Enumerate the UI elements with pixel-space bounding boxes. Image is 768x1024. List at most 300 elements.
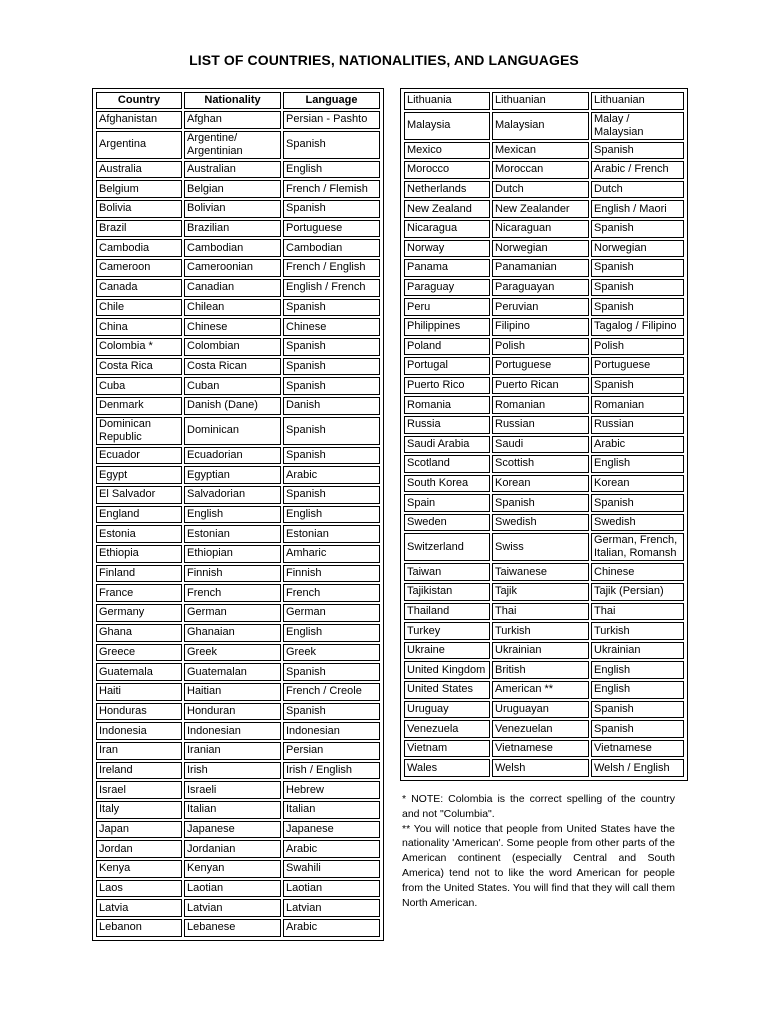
country-cell: Mexico [404, 142, 490, 160]
table-row [96, 161, 380, 179]
country-cell: Russia [404, 416, 490, 434]
table-row [404, 603, 684, 621]
country-cell: Norway [404, 240, 490, 258]
language-cell: Spanish [283, 200, 380, 218]
table-row [404, 112, 684, 140]
country-cell: Costa Rica [96, 358, 182, 376]
nationality-cell: Turkish [492, 622, 589, 640]
language-cell: Irish / English [283, 762, 380, 780]
table-row [404, 455, 684, 473]
nationality-cell: Spanish [492, 494, 589, 512]
nationality-cell: Laotian [184, 880, 281, 898]
country-cell: Greece [96, 644, 182, 662]
language-cell: Spanish [283, 377, 380, 395]
nationality-cell: Bolivian [184, 200, 281, 218]
language-cell: Laotian [283, 880, 380, 898]
nationality-cell: Jordanian [184, 840, 281, 858]
language-cell: Greek [283, 644, 380, 662]
country-cell: Dominican Republic [96, 417, 182, 445]
nationality-cell: Saudi [492, 436, 589, 454]
table-row [96, 899, 380, 917]
country-cell: China [96, 318, 182, 336]
country-cell: Ecuador [96, 447, 182, 465]
country-cell: Ireland [96, 762, 182, 780]
language-cell: Arabic [283, 466, 380, 484]
nationality-cell: Haitian [184, 683, 281, 701]
country-cell: Portugal [404, 357, 490, 375]
nationality-cell: Afghan [184, 111, 281, 129]
table-row [96, 801, 380, 819]
country-cell: United Kingdom [404, 661, 490, 679]
country-cell: Wales [404, 759, 490, 777]
language-cell: Portuguese [591, 357, 684, 375]
nationality-cell: Danish (Dane) [184, 397, 281, 415]
country-cell: Uruguay [404, 701, 490, 719]
nationality-cell: Guatemalan [184, 663, 281, 681]
language-cell: English [591, 681, 684, 699]
language-cell: Spanish [283, 358, 380, 376]
nationality-cell: Japanese [184, 821, 281, 839]
table-row [404, 259, 684, 277]
table-row [96, 663, 380, 681]
language-cell: German [283, 604, 380, 622]
country-cell: Brazil [96, 220, 182, 238]
nationality-cell: Lithuanian [492, 92, 589, 110]
table-row [404, 701, 684, 719]
nationality-cell: Greek [184, 644, 281, 662]
country-cell: Vietnam [404, 740, 490, 758]
language-cell: Persian - Pashto [283, 111, 380, 129]
nationality-cell: Brazilian [184, 220, 281, 238]
table-row [404, 377, 684, 395]
country-cell: El Salvador [96, 486, 182, 504]
nationality-cell: Peruvian [492, 298, 589, 316]
country-cell: Germany [96, 604, 182, 622]
table-row [404, 396, 684, 414]
language-cell: Spanish [283, 131, 380, 159]
language-cell: Estonian [283, 525, 380, 543]
language-cell: English / French [283, 279, 380, 297]
language-cell: Spanish [283, 663, 380, 681]
language-cell: Spanish [591, 142, 684, 160]
language-cell: Cambodian [283, 239, 380, 257]
table-row [404, 298, 684, 316]
country-cell: Chile [96, 299, 182, 317]
language-cell: Spanish [283, 338, 380, 356]
table-row [404, 436, 684, 454]
nationality-cell: Honduran [184, 703, 281, 721]
language-cell: Spanish [283, 703, 380, 721]
country-cell: Latvia [96, 899, 182, 917]
language-cell: Swedish [591, 514, 684, 532]
table-row [404, 720, 684, 738]
table-row [404, 357, 684, 375]
language-cell: Tagalog / Filipino [591, 318, 684, 336]
country-cell: Laos [96, 880, 182, 898]
nationality-cell: Russian [492, 416, 589, 434]
nationality-cell: Moroccan [492, 161, 589, 179]
nationality-cell: Estonian [184, 525, 281, 543]
language-cell: Polish [591, 338, 684, 356]
language-cell: English [591, 455, 684, 473]
table-row [96, 781, 380, 799]
country-cell: Iran [96, 742, 182, 760]
language-cell: Vietnamese [591, 740, 684, 758]
language-cell: Arabic / French [591, 161, 684, 179]
table-row [96, 318, 380, 336]
table-row [404, 583, 684, 601]
nationality-cell: Mexican [492, 142, 589, 160]
country-cell: Scotland [404, 455, 490, 473]
country-cell: Cuba [96, 377, 182, 395]
table-right [402, 90, 686, 779]
footnote-american: ** You will notice that people from United States have the nationality 'American'. Some people from other parts of the American continent (especially Central and South America) tend not to like the word American for people from the United States. You will find that they will call them North American. [402, 822, 675, 909]
country-cell: Finland [96, 565, 182, 583]
language-cell: English / Maori [591, 200, 684, 218]
language-cell: Amharic [283, 545, 380, 563]
nationality-cell: Venezuelan [492, 720, 589, 738]
table-row [96, 358, 380, 376]
language-cell: Turkish [591, 622, 684, 640]
country-cell: South Korea [404, 475, 490, 493]
table-row [96, 220, 380, 238]
language-cell: Indonesian [283, 722, 380, 740]
country-cell: Lithuania [404, 92, 490, 110]
country-cell: Denmark [96, 397, 182, 415]
country-cell: Romania [404, 396, 490, 414]
language-cell: English [283, 506, 380, 524]
table-row [404, 642, 684, 660]
nationality-cell: Chinese [184, 318, 281, 336]
country-cell: Panama [404, 259, 490, 277]
table-row [404, 661, 684, 679]
nationality-cell: Norwegian [492, 240, 589, 258]
table-row [96, 722, 380, 740]
country-cell: Saudi Arabia [404, 436, 490, 454]
table-right-body [404, 92, 684, 777]
table-row [404, 200, 684, 218]
country-cell: Ghana [96, 624, 182, 642]
table-row [96, 397, 380, 415]
header-row [96, 92, 380, 109]
table-row [404, 416, 684, 434]
language-cell: Tajik (Persian) [591, 583, 684, 601]
table-row [404, 533, 684, 561]
nationality-cell: Uruguayan [492, 701, 589, 719]
language-cell: Spanish [591, 298, 684, 316]
country-cell: Honduras [96, 703, 182, 721]
language-cell: Japanese [283, 821, 380, 839]
country-cell: Afghanistan [96, 111, 182, 129]
nationality-cell: British [492, 661, 589, 679]
nationality-cell: German [184, 604, 281, 622]
language-cell: Spanish [591, 377, 684, 395]
table-row [96, 840, 380, 858]
table-row [96, 466, 380, 484]
country-cell: Switzerland [404, 533, 490, 561]
country-cell: Cambodia [96, 239, 182, 257]
language-cell: Arabic [591, 436, 684, 454]
nationality-cell: Belgian [184, 180, 281, 198]
country-cell: Guatemala [96, 663, 182, 681]
table-row [96, 200, 380, 218]
language-cell: Persian [283, 742, 380, 760]
language-cell: Spanish [283, 299, 380, 317]
nationality-cell: Taiwanese [492, 563, 589, 581]
language-cell: Spanish [591, 259, 684, 277]
table-row [96, 565, 380, 583]
table-row [96, 860, 380, 878]
nationality-cell: Cameroonian [184, 259, 281, 277]
language-cell: Russian [591, 416, 684, 434]
table-left [94, 90, 382, 939]
language-cell: English [283, 624, 380, 642]
nationality-cell: Panamanian [492, 259, 589, 277]
table-row [96, 742, 380, 760]
country-cell: Indonesia [96, 722, 182, 740]
table-row [404, 759, 684, 777]
country-cell: Poland [404, 338, 490, 356]
nationality-cell: Paraguayan [492, 279, 589, 297]
table-row [96, 703, 380, 721]
country-cell: England [96, 506, 182, 524]
nationality-cell: Malaysian [492, 112, 589, 140]
language-cell: Spanish [591, 720, 684, 738]
table-row [96, 239, 380, 257]
language-cell: Finnish [283, 565, 380, 583]
nationality-cell: Welsh [492, 759, 589, 777]
nationality-cell: Vietnamese [492, 740, 589, 758]
table-row [404, 563, 684, 581]
country-cell: Paraguay [404, 279, 490, 297]
country-cell: Nicaragua [404, 220, 490, 238]
language-cell: Norwegian [591, 240, 684, 258]
country-cell: Ukraine [404, 642, 490, 660]
language-cell: Spanish [591, 220, 684, 238]
table-left-body [96, 111, 380, 937]
table-row [96, 259, 380, 277]
country-cell: Italy [96, 801, 182, 819]
table-row [96, 180, 380, 198]
nationality-cell: Filipino [492, 318, 589, 336]
country-cell: Australia [96, 161, 182, 179]
nationality-cell: Korean [492, 475, 589, 493]
table-row [96, 584, 380, 602]
language-cell: Portuguese [283, 220, 380, 238]
table-row [96, 447, 380, 465]
language-cell: French / Creole [283, 683, 380, 701]
language-cell: Welsh / English [591, 759, 684, 777]
country-cell: Morocco [404, 161, 490, 179]
language-cell: Thai [591, 603, 684, 621]
footnote-colombia: * NOTE: Colombia is the correct spelling of the country and not "Columbia". [402, 793, 675, 820]
table-row [96, 624, 380, 642]
country-cell: Haiti [96, 683, 182, 701]
language-cell: Arabic [283, 840, 380, 858]
nationality-cell: Canadian [184, 279, 281, 297]
table-row [404, 681, 684, 699]
nationality-cell: Swiss [492, 533, 589, 561]
header-nationality: Nationality [184, 92, 281, 109]
nationality-cell: Thai [492, 603, 589, 621]
nationality-cell: Ukrainian [492, 642, 589, 660]
nationality-cell: Chilean [184, 299, 281, 317]
nationality-cell: Latvian [184, 899, 281, 917]
country-cell: Thailand [404, 603, 490, 621]
country-cell: Puerto Rico [404, 377, 490, 395]
nationality-cell: Israeli [184, 781, 281, 799]
country-cell: Bolivia [96, 200, 182, 218]
nationality-cell: Kenyan [184, 860, 281, 878]
table-row [404, 475, 684, 493]
country-cell: France [96, 584, 182, 602]
language-cell: French / English [283, 259, 380, 277]
country-cell: Malaysia [404, 112, 490, 140]
nationality-cell: Puerto Rican [492, 377, 589, 395]
table-row [404, 142, 684, 160]
nationality-cell: Dutch [492, 181, 589, 199]
country-cell: Peru [404, 298, 490, 316]
language-cell: Ukrainian [591, 642, 684, 660]
table-row [404, 622, 684, 640]
country-cell: Sweden [404, 514, 490, 532]
nationality-cell: Irish [184, 762, 281, 780]
nationality-cell: Ethiopian [184, 545, 281, 563]
nationality-cell: Indonesian [184, 722, 281, 740]
language-cell: Spanish [283, 447, 380, 465]
nationality-cell: French [184, 584, 281, 602]
nationality-cell: Romanian [492, 396, 589, 414]
country-cell: Egypt [96, 466, 182, 484]
nationality-cell: Finnish [184, 565, 281, 583]
table-row [96, 604, 380, 622]
language-cell: English [591, 661, 684, 679]
language-cell: Spanish [283, 417, 380, 445]
table-row [96, 377, 380, 395]
country-cell: Tajikistan [404, 583, 490, 601]
nationality-cell: Nicaraguan [492, 220, 589, 238]
country-cell: Kenya [96, 860, 182, 878]
country-cell: Colombia * [96, 338, 182, 356]
table-row [96, 111, 380, 129]
nationality-cell: Italian [184, 801, 281, 819]
language-cell: Korean [591, 475, 684, 493]
table-row [404, 161, 684, 179]
country-cell: Netherlands [404, 181, 490, 199]
country-cell: Philippines [404, 318, 490, 336]
language-cell: Spanish [591, 494, 684, 512]
table-row [404, 338, 684, 356]
country-cell: Spain [404, 494, 490, 512]
country-cell: Lebanon [96, 919, 182, 937]
table-row [96, 506, 380, 524]
table-row [96, 279, 380, 297]
nationality-cell: New Zealander [492, 200, 589, 218]
nationality-cell: Salvadorian [184, 486, 281, 504]
nationality-cell: English [184, 506, 281, 524]
country-cell: United States [404, 681, 490, 699]
language-cell: Swahili [283, 860, 380, 878]
table-row [96, 417, 380, 445]
language-cell: German, French, Italian, Romansh [591, 533, 684, 561]
nationality-cell: Cambodian [184, 239, 281, 257]
nationality-cell: Portuguese [492, 357, 589, 375]
country-cell: Belgium [96, 180, 182, 198]
table-row [96, 762, 380, 780]
country-cell: New Zealand [404, 200, 490, 218]
table-row [404, 181, 684, 199]
language-cell: Chinese [591, 563, 684, 581]
table-row [404, 220, 684, 238]
countries-table-left [92, 88, 384, 941]
nationality-cell: Australian [184, 161, 281, 179]
country-cell: Estonia [96, 525, 182, 543]
country-cell: Israel [96, 781, 182, 799]
country-cell: Venezuela [404, 720, 490, 738]
countries-table-right [400, 88, 688, 781]
language-cell: Hebrew [283, 781, 380, 799]
nationality-cell: Egyptian [184, 466, 281, 484]
language-cell: Arabic [283, 919, 380, 937]
table-row [96, 821, 380, 839]
country-cell: Taiwan [404, 563, 490, 581]
table-row [96, 338, 380, 356]
table-row [96, 880, 380, 898]
table-row [404, 494, 684, 512]
nationality-cell: Polish [492, 338, 589, 356]
language-cell: Romanian [591, 396, 684, 414]
language-cell: Danish [283, 397, 380, 415]
country-cell: Turkey [404, 622, 490, 640]
country-cell: Cameroon [96, 259, 182, 277]
nationality-cell: Lebanese [184, 919, 281, 937]
country-cell: Argentina [96, 131, 182, 159]
nationality-cell: American ** [492, 681, 589, 699]
table-row [96, 545, 380, 563]
nationality-cell: Costa Rican [184, 358, 281, 376]
table-row [404, 318, 684, 336]
page-title: LIST OF COUNTRIES, NATIONALITIES, AND LANGUAGES [189, 52, 579, 68]
table-row [96, 131, 380, 159]
header-language: Language [283, 92, 380, 109]
nationality-cell: Ecuadorian [184, 447, 281, 465]
country-cell: Ethiopia [96, 545, 182, 563]
language-cell: Malay / Malaysian [591, 112, 684, 140]
nationality-cell: Ghanaian [184, 624, 281, 642]
language-cell: Lithuanian [591, 92, 684, 110]
header-country: Country [96, 92, 182, 109]
language-cell: French / Flemish [283, 180, 380, 198]
table-row [96, 486, 380, 504]
nationality-cell: Iranian [184, 742, 281, 760]
language-cell: French [283, 584, 380, 602]
language-cell: Spanish [283, 486, 380, 504]
table-row [96, 919, 380, 937]
table-row [404, 279, 684, 297]
language-cell: Latvian [283, 899, 380, 917]
language-cell: Chinese [283, 318, 380, 336]
nationality-cell: Tajik [492, 583, 589, 601]
nationality-cell: Swedish [492, 514, 589, 532]
table-row [96, 299, 380, 317]
language-cell: Dutch [591, 181, 684, 199]
language-cell: Spanish [591, 279, 684, 297]
table-row [404, 92, 684, 110]
country-cell: Canada [96, 279, 182, 297]
table-row [404, 240, 684, 258]
footnotes [402, 792, 675, 910]
nationality-cell: Cuban [184, 377, 281, 395]
